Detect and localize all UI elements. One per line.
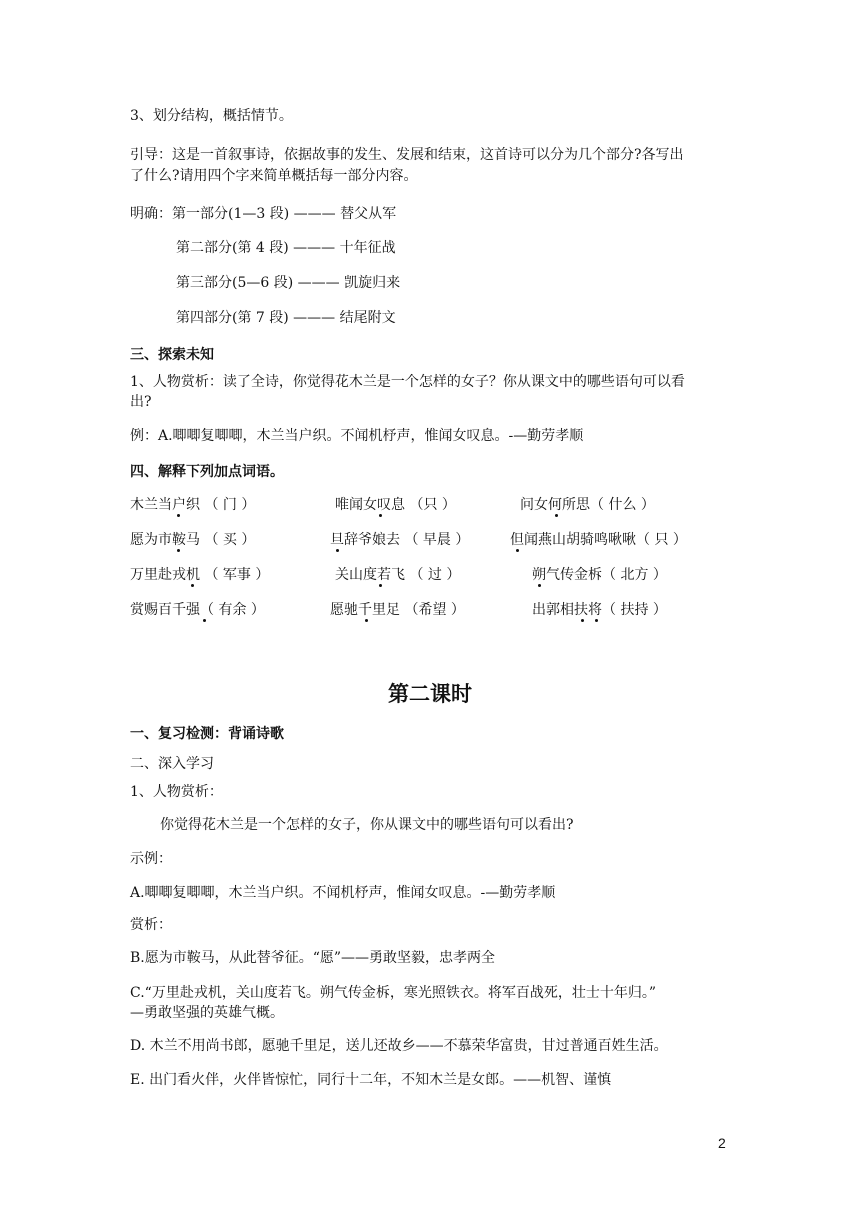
emphasis-dot bbox=[365, 619, 368, 622]
example-line: 例：A.唧唧复唧唧，木兰当户织。不闻机杼声，惟闻女叹息。-—勤劳孝顺 bbox=[130, 428, 584, 444]
lesson-title: 第二课时 bbox=[388, 682, 472, 706]
example-b: B.愿为市鞍马，从此替爷征。“愿”——勇敢坚毅，忠孝两全 bbox=[130, 950, 496, 966]
vocab-row bbox=[130, 600, 730, 622]
question-line1: 1、人物赏析：读了全诗，你觉得花木兰是一个怎样的女子？你从课文中的哪些语句可以看 bbox=[130, 374, 685, 390]
vocab-item: 朔气传金柝（ 北方 ） bbox=[532, 567, 667, 583]
emphasis-dot bbox=[177, 514, 180, 517]
character-question: 你觉得花木兰是一个怎样的女子，你从课文中的哪些语句可以看出? bbox=[160, 817, 574, 833]
part-three: 第三部分(5—6 段) ——— 凯旋归来 bbox=[176, 275, 401, 291]
section-review: 一、复习检测：背诵诗歌 bbox=[130, 726, 284, 742]
question-line2: 出? bbox=[130, 394, 152, 410]
page-number: 2 bbox=[718, 1135, 726, 1151]
analysis-label: 赏析： bbox=[130, 917, 172, 933]
emphasis-dot bbox=[379, 584, 382, 587]
vocab-item: 但闻燕山胡骑鸣啾啾（ 只 ） bbox=[510, 532, 687, 548]
vocab-item: 关山度若飞 （ 过 ） bbox=[335, 567, 461, 583]
emphasis-dot bbox=[177, 549, 180, 552]
example-c-line1: C.“万里赴戎机，关山度若飞。朔气传金柝，寒光照铁衣。将军百战死，壮士十年归。” bbox=[130, 985, 656, 1001]
section-heading-vocab: 四、解释下列加点词语。 bbox=[130, 464, 284, 480]
example-e: E. 出门看火伴，火伴皆惊忙，同行十二年，不知木兰是女郎。——机智、谨慎 bbox=[130, 1072, 612, 1088]
emphasis-dot bbox=[555, 514, 558, 517]
section-deep-study: 二、深入学习 bbox=[130, 756, 214, 772]
emphasis-dot bbox=[581, 619, 584, 622]
emphasis-dot bbox=[595, 619, 598, 622]
vocab-row bbox=[130, 495, 730, 517]
section-heading-explore: 三、探索未知 bbox=[130, 347, 214, 363]
part-four: 第四部分(第 7 段) ——— 结尾附文 bbox=[176, 310, 396, 326]
section-heading-structure: 3、划分结构，概括情节。 bbox=[130, 108, 293, 124]
example-a: A.唧唧复唧唧，木兰当户织。不闻机杼声，惟闻女叹息。-—勤劳孝顺 bbox=[130, 885, 556, 901]
part-two: 第二部分(第 4 段) ——— 十年征战 bbox=[176, 240, 396, 256]
example-label: 示例： bbox=[130, 851, 172, 867]
emphasis-dot bbox=[516, 549, 519, 552]
vocab-row bbox=[130, 565, 730, 587]
vocab-item: 唯闻女叹息 （只 ） bbox=[335, 497, 456, 513]
guide-paragraph-line1: 引导：这是一首叙事诗，依据故事的发生、发展和结束，这首诗可以分为几个部分?各写出 bbox=[130, 147, 684, 163]
emphasis-dot bbox=[191, 584, 194, 587]
emphasis-dot bbox=[203, 619, 206, 622]
vocab-row bbox=[130, 530, 730, 552]
example-c-line2: —勇敢坚强的英雄气概。 bbox=[130, 1005, 284, 1021]
example-d: D. 木兰不用尚书郎，愿驰千里足，送儿还故乡——不慕荣华富贵，甘过普通百姓生活。 bbox=[130, 1038, 668, 1054]
vocab-item: 木兰当户织 （ 门 ） bbox=[130, 497, 256, 513]
vocab-item: 赏赐百千强（ 有余 ） bbox=[130, 602, 265, 618]
vocab-item: 愿为市鞍马 （ 买 ） bbox=[130, 532, 256, 548]
emphasis-dot bbox=[538, 584, 541, 587]
emphasis-dot bbox=[379, 514, 382, 517]
vocab-item: 万里赴戎机 （ 军事 ） bbox=[130, 567, 270, 583]
vocab-item: 旦辞爷娘去 （ 早晨 ） bbox=[330, 532, 470, 548]
guide-paragraph-line2: 了什么?请用四个字来简单概括每一部分内容。 bbox=[130, 168, 418, 184]
vocab-item: 愿驰千里足 （希望 ） bbox=[330, 602, 465, 618]
emphasis-dot bbox=[336, 549, 339, 552]
part-one: 明确：第一部分(1—3 段) ——— 替父从军 bbox=[130, 206, 397, 222]
vocab-item: 问女何所思（ 什么 ） bbox=[520, 497, 655, 513]
subsection-character: 1、人物赏析： bbox=[130, 784, 223, 800]
vocab-item: 出郭相扶将（ 扶持 ） bbox=[532, 602, 667, 618]
